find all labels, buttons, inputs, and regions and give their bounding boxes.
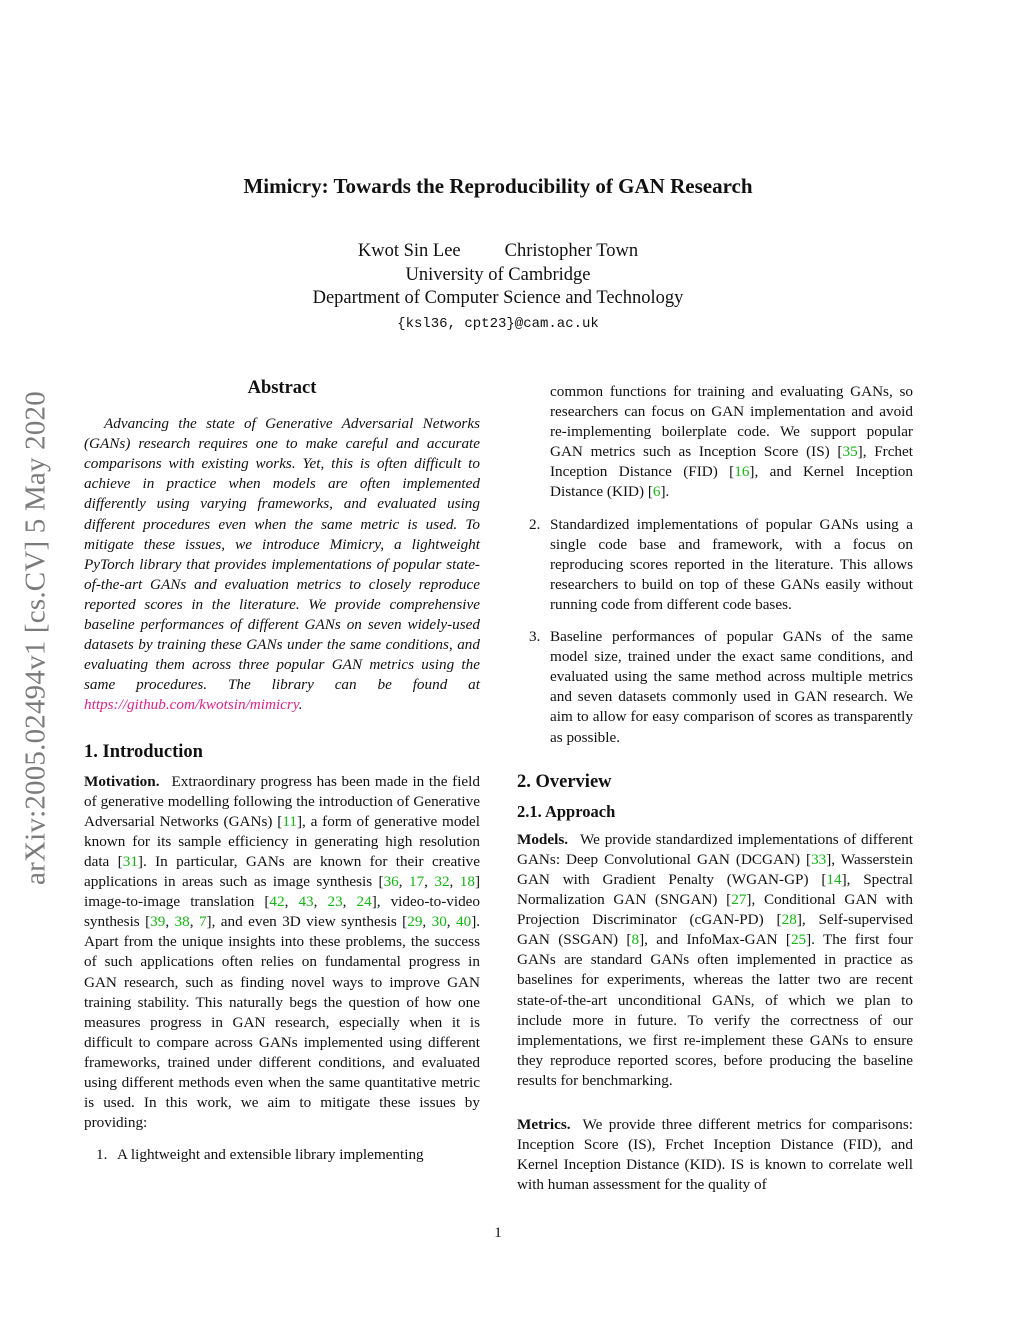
list-item [84, 1145, 480, 1165]
citation-link[interactable]: 14 [826, 870, 842, 888]
list-item-text: A lightweight and extensible library implementing [117, 1146, 424, 1164]
text-segment: , [342, 893, 357, 911]
citation-link[interactable]: 29 [407, 913, 423, 931]
citation-link[interactable]: 18 [459, 873, 475, 891]
author-name: Kwot Sin Lee [357, 241, 461, 261]
list-item [517, 382, 913, 503]
text-segment: , [422, 913, 432, 931]
metrics-text: We provide three different metrics for comparisons: Inception Score (IS), Frchet Inception Distance (FID), and Kernel Inception Distance (KID). IS is known to correlate well with human assessment for the quality of [517, 1116, 913, 1194]
citation-link[interactable]: 43 [298, 893, 314, 911]
text-segment: , [165, 913, 175, 931]
author-names [0, 240, 996, 264]
text-segment: common functions for training and evaluating GANs, so researchers can focus on GAN implementation and avoid re-implementing boilerplate code. We support popular GAN metrics such as Inception Score (IS) [ [550, 383, 913, 461]
section-heading-overview: 2. Overview [517, 771, 612, 792]
list-number: 3. [529, 628, 541, 646]
citation-link[interactable]: 35 [842, 443, 858, 461]
metrics-label: Metrics. [517, 1116, 571, 1133]
list-item-text: Baseline performances of popular GANs of the same model size, trained under the exact same conditions, and evaluated using the same method across multiple metrics and seven datasets commonly used in GAN research. We aim to allow for easy comparison of scores as transparently as possible. [550, 628, 913, 746]
page-number: 1 [494, 1225, 502, 1241]
github-link[interactable]: https://github.com/kwotsin/mimicry [84, 696, 299, 714]
citation-link[interactable]: 6 [652, 483, 661, 501]
section-heading-introduction: 1. Introduction [84, 741, 203, 762]
arxiv-sidebar [14, 348, 58, 928]
citation-link[interactable]: 33 [811, 850, 827, 868]
text-segment: , [424, 873, 435, 891]
right-column [517, 382, 913, 1195]
motivation-label: Motivation. [84, 772, 160, 790]
list-number: 2. [529, 515, 541, 533]
models-paragraph [517, 830, 913, 1091]
citation-link[interactable]: 36 [383, 873, 399, 891]
citation-link[interactable]: 17 [408, 873, 425, 891]
citation-link[interactable]: 38 [174, 913, 190, 931]
arxiv-identifier: arXiv:2005.02494v1 [cs.CV] 5 May 2020 [19, 391, 52, 885]
citation-link[interactable]: 8 [631, 931, 640, 949]
text-segment: ], and even 3D view synthesis [ [206, 913, 408, 931]
citation-link[interactable]: 16 [734, 463, 750, 481]
text-segment: ], and Kernel Inception Distance (KID) [ [550, 463, 913, 501]
citation-link[interactable]: 25 [790, 931, 807, 949]
text-segment: , [284, 893, 299, 911]
contribution-list-continued [517, 382, 913, 748]
list-number: 1. [96, 1146, 108, 1164]
abstract-heading: Abstract [247, 378, 317, 398]
text-segment: ], Frchet Inception Distance (FID) [ [550, 443, 913, 481]
citation-link[interactable]: 30 [431, 913, 447, 931]
citation-link[interactable]: 24 [356, 893, 372, 911]
models-label: Models. [517, 830, 569, 848]
abstract-end: . [298, 696, 303, 714]
text-segment: ], Spectral Normalization GAN (SNGAN) [ [517, 870, 913, 909]
list-item-text: Standardized implementations of popular GANs using a single code base and framework, with a focus on reproducing scores reported in the literature. This allows researchers to build on top of these GANs easily without running code from different code bases. [550, 515, 913, 613]
citation-link[interactable]: 39 [150, 913, 166, 931]
citation-link[interactable]: 32 [434, 873, 450, 891]
text-segment: ], video-to-video synthesis [ [84, 893, 480, 931]
affiliation: University of Cambridge [405, 264, 591, 285]
author-block [0, 240, 996, 336]
text-segment: , [446, 913, 456, 931]
metrics-paragraph [517, 1115, 913, 1195]
citation-link[interactable]: 42 [269, 893, 285, 911]
text-segment: ], Self-supervised GAN (SSGAN) [ [517, 911, 913, 949]
citation-link[interactable]: 31 [122, 852, 138, 870]
citation-link[interactable]: 11 [282, 812, 297, 830]
text-segment: , [449, 873, 460, 891]
text-segment: ], a form of generative model known for its sample efficiency in generating high resolution data [ [84, 812, 480, 870]
text-segment: ]. Apart from the unique insights into these problems, the success of such applications often relies on fundamental progress in GAN research, such as finding novel ways to improve GAN training stability. This naturally begs the question of how one measures progress in GAN research, especially when it is difficult to compare across GANs implemented using different frameworks, trained under different conditions, and evaluated using different methods even when the same quantitative metric is used. In this work, we aim to mitigate these issues by providing: [84, 913, 481, 1132]
citation-link[interactable]: 28 [781, 911, 797, 929]
list-item [517, 627, 913, 748]
citation-link[interactable]: 40 [456, 913, 472, 931]
left-column [84, 378, 480, 1165]
text-segment: We provide standardized implementations of different GANs: Deep Convolutional GAN (DCGAN) [ [517, 830, 913, 868]
text-segment: , [189, 913, 199, 931]
department: Department of Computer Science and Technology [312, 288, 684, 308]
text-segment: ], Conditional GAN with Projection Discriminator (cGAN-PD) [ [517, 891, 913, 929]
list-item [517, 515, 913, 615]
abstract-body: Advancing the state of Generative Adversarial Networks (GANs) research requires one to make careful and accurate comparisons with existing works. Yet, this is often difficult to achieve in practice when models are often implemented differently using varying frameworks, and evaluated using different procedures even when the same metric is used. To mitigate these issues, we introduce Mimicry, a lightweight PyTorch library that provides implementations of popular state-of-the-art GANs and evaluation metrics to closely reproduce reported scores in the literature. We provide comprehensive baseline performances of different GANs on seven widely-used datasets by training these GANs under the same conditions, and evaluating them across three popular GAN metrics using the same procedures. The library can be found at [84, 415, 480, 694]
text-segment: ], and InfoMax-GAN [ [639, 931, 791, 949]
motivation-paragraph [84, 772, 480, 1134]
text-segment: ] image-to-image translation [ [84, 873, 480, 911]
author-name: Christopher Town [504, 241, 639, 261]
text-segment: , [313, 893, 328, 911]
text-segment: ], Wasserstein GAN with Gradient Penalty (WGAN-GP) [ [517, 850, 913, 888]
citation-link[interactable]: 7 [198, 913, 207, 931]
citation-link[interactable]: 23 [327, 893, 343, 911]
citation-link[interactable]: 27 [731, 891, 747, 909]
text-segment: ]. [660, 483, 670, 501]
text-segment: Extraordinary progress has been made in the field of generative modelling following the introduction of Generative Adversarial Networks (GANs) [ [84, 772, 480, 830]
text-segment: , [398, 873, 409, 891]
contribution-list [84, 1145, 480, 1165]
paper-title: Mimicry: Towards the Reproducibility of GAN Research [243, 174, 753, 198]
abstract-text [84, 414, 480, 715]
text-segment: ]. In particular, GANs are known for their creative applications in areas such as image synthesis [ [84, 852, 480, 891]
text-segment: ]. The first four GANs are standard GANs often implemented in practice as baselines for experiments, whereas the latter two are recent state-of-the-art unconditional GANs, of which we plan to include more in future. To verify the correctness of our implementations, we first re-implement these GANs to ensure they reproduce reported scores, before producing the baseline results for benchmarking. [517, 931, 913, 1089]
author-emails: {ksl36, cpt23}@cam.ac.uk [397, 315, 599, 332]
subsection-heading-approach: 2.1. Approach [517, 801, 616, 821]
